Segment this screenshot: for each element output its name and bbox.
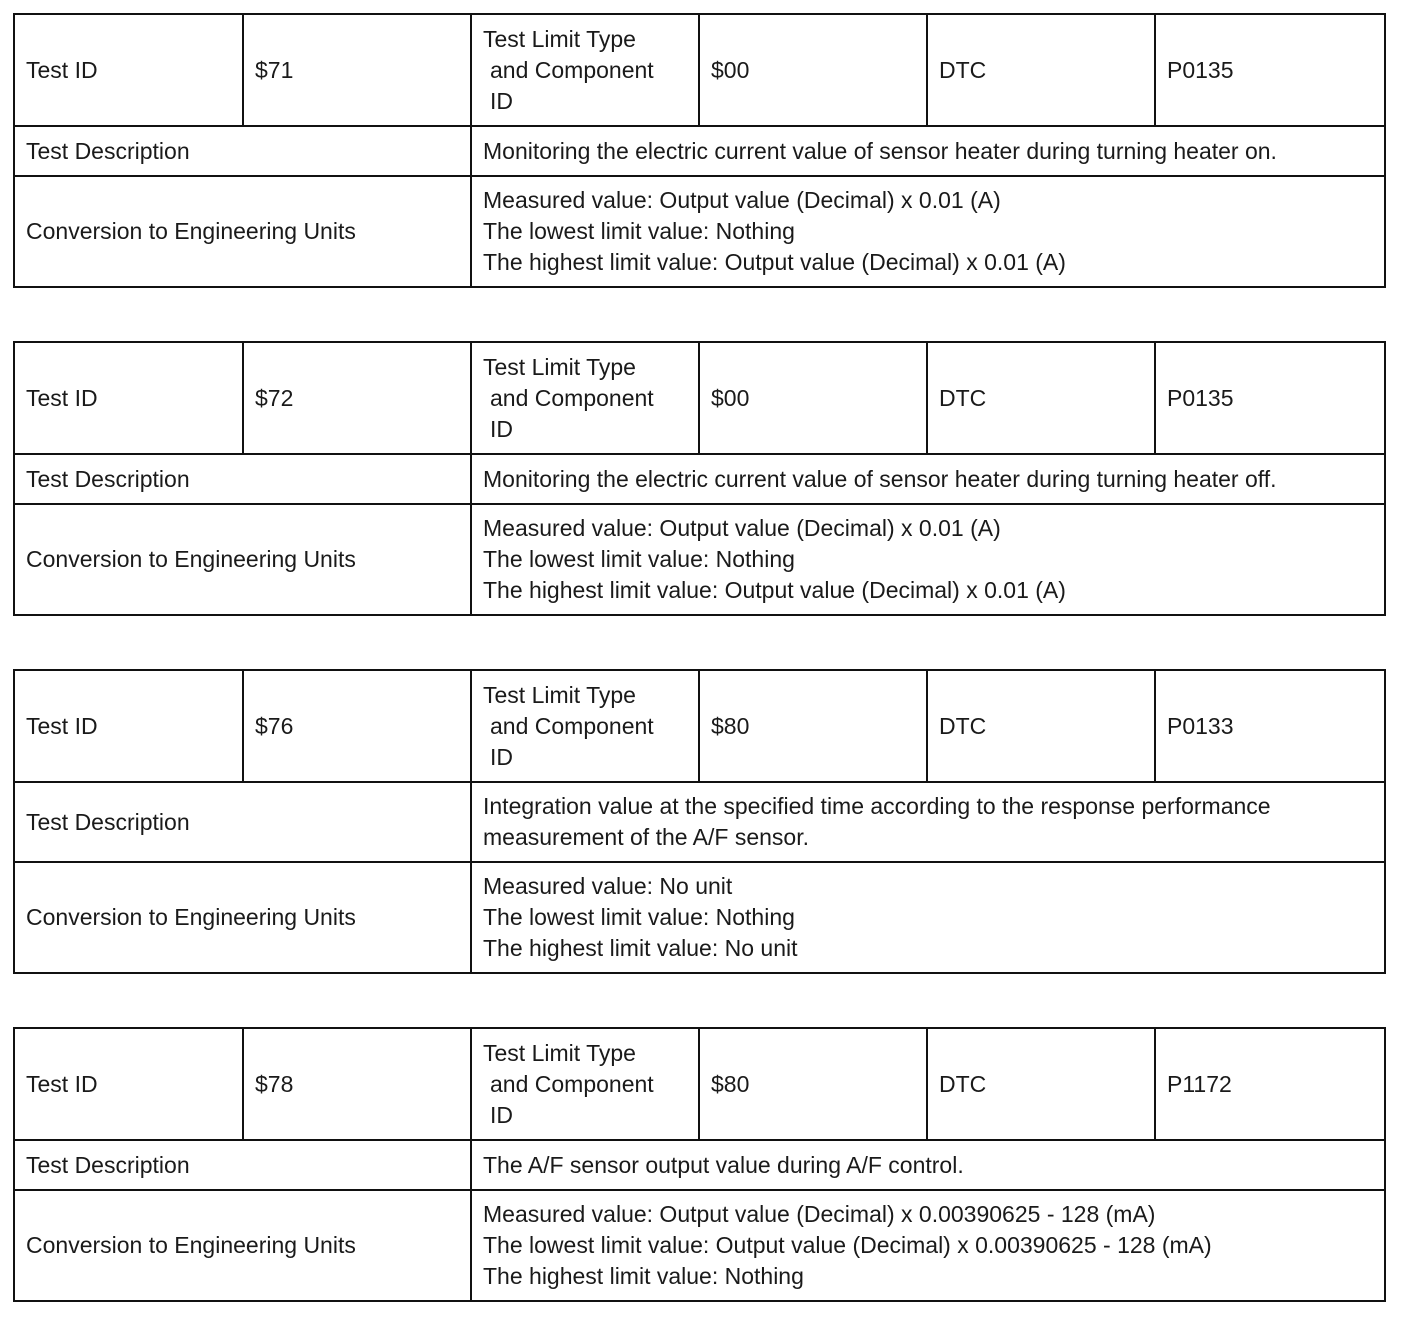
limit-type-value: $00 — [699, 14, 927, 126]
test-id-label: Test ID — [14, 342, 243, 454]
description-label: Test Description — [14, 454, 471, 504]
dtc-label: DTC — [927, 342, 1155, 454]
conversion-text: Measured value: Output value (Decimal) x 0.01 (A) The lowest limit value: Nothing The highest limit value: Output value (Decimal) x 0.01 (A) — [471, 176, 1385, 287]
conversion-label: Conversion to Engineering Units — [14, 1190, 471, 1301]
dtc-code: P0135 — [1155, 14, 1385, 126]
test-id-value: $76 — [243, 670, 471, 782]
limit-type-label: Test Limit Type and Component ID — [471, 1028, 699, 1140]
limit-type-label: Test Limit Type and Component ID — [471, 342, 699, 454]
test-table-78 — [13, 1027, 1386, 1302]
dtc-label: DTC — [927, 670, 1155, 782]
conversion-text: Measured value: No unit The lowest limit value: Nothing The highest limit value: No unit — [471, 862, 1385, 973]
dtc-code: P1172 — [1155, 1028, 1385, 1140]
description-label: Test Description — [14, 782, 471, 862]
dtc-code: P0135 — [1155, 342, 1385, 454]
description-text: Integration value at the specified time according to the response performance measurement of the A/F sensor. — [471, 782, 1385, 862]
test-table-72 — [13, 341, 1386, 616]
dtc-label: DTC — [927, 14, 1155, 126]
description-label: Test Description — [14, 1140, 471, 1190]
conversion-text: Measured value: Output value (Decimal) x 0.01 (A) The lowest limit value: Nothing The highest limit value: Output value (Decimal) x 0.01 (A) — [471, 504, 1385, 615]
limit-type-value: $80 — [699, 1028, 927, 1140]
description-label: Test Description — [14, 126, 471, 176]
test-id-label: Test ID — [14, 14, 243, 126]
limit-type-label: Test Limit Type and Component ID — [471, 670, 699, 782]
test-id-label: Test ID — [14, 1028, 243, 1140]
description-text: Monitoring the electric current value of sensor heater during turning heater off. — [471, 454, 1385, 504]
dtc-code: P0133 — [1155, 670, 1385, 782]
test-id-value: $72 — [243, 342, 471, 454]
conversion-text: Measured value: Output value (Decimal) x 0.00390625 - 128 (mA) The lowest limit value: Output value (Decimal) x 0.00390625 - 128 (mA) The highest limit value: Nothing — [471, 1190, 1385, 1301]
test-id-value: $71 — [243, 14, 471, 126]
test-id-value: $78 — [243, 1028, 471, 1140]
limit-type-label: Test Limit Type and Component ID — [471, 14, 699, 126]
description-text: Monitoring the electric current value of sensor heater during turning heater on. — [471, 126, 1385, 176]
dtc-label: DTC — [927, 1028, 1155, 1140]
conversion-label: Conversion to Engineering Units — [14, 176, 471, 287]
conversion-label: Conversion to Engineering Units — [14, 862, 471, 973]
test-id-label: Test ID — [14, 670, 243, 782]
limit-type-value: $00 — [699, 342, 927, 454]
description-text: The A/F sensor output value during A/F control. — [471, 1140, 1385, 1190]
test-table-71 — [13, 13, 1386, 288]
limit-type-value: $80 — [699, 670, 927, 782]
test-table-76 — [13, 669, 1386, 974]
conversion-label: Conversion to Engineering Units — [14, 504, 471, 615]
